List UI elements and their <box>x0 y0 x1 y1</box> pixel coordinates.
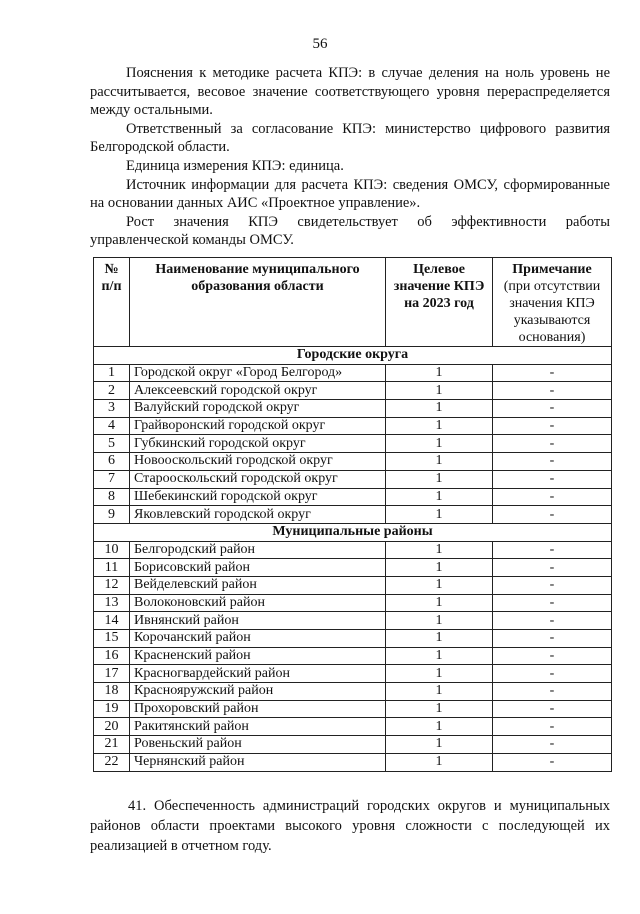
row-note: - <box>493 683 612 701</box>
row-number: 16 <box>94 647 130 665</box>
row-number: 9 <box>94 506 130 524</box>
intro-paragraph-unit: Единица измерения КПЭ: единица. <box>126 157 344 174</box>
row-note: - <box>493 488 612 506</box>
row-note: - <box>493 506 612 524</box>
intro-paragraph-responsible: Ответственный за согласование КПЭ: министерство цифрового развития Белгородской области. <box>90 120 610 156</box>
row-note: - <box>493 559 612 577</box>
row-value: 1 <box>386 488 493 506</box>
row-value: 1 <box>386 665 493 683</box>
row-note: - <box>493 665 612 683</box>
table-row <box>94 753 612 771</box>
table-row <box>94 594 612 612</box>
row-note: - <box>493 736 612 754</box>
row-number: 4 <box>94 417 130 435</box>
row-name: Алексеевский городской округ <box>130 382 386 400</box>
table-row <box>94 736 612 754</box>
row-number: 18 <box>94 683 130 701</box>
row-name: Красногвардейский район <box>130 665 386 683</box>
row-note: - <box>493 576 612 594</box>
row-number: 7 <box>94 470 130 488</box>
row-value: 1 <box>386 364 493 382</box>
row-number: 12 <box>94 576 130 594</box>
table-header-row <box>94 258 612 347</box>
row-value: 1 <box>386 435 493 453</box>
row-number: 6 <box>94 453 130 471</box>
row-value: 1 <box>386 382 493 400</box>
table-row <box>94 364 612 382</box>
section-row <box>94 523 612 541</box>
intro-paragraph-source: Источник информации для расчета КПЭ: сведения ОМСУ, сформированные на основании данных АИС «Проектное управление». <box>90 176 610 212</box>
kpe-table <box>93 257 612 772</box>
row-name: Городской округ «Город Белгород» <box>130 364 386 382</box>
table-row <box>94 417 612 435</box>
outro-paragraph: 41. Обеспеченность администраций городских округов и муниципальных районов области проектами высокого уровня сложности с последующей их реализацией в отчетном году. <box>90 798 610 854</box>
row-number: 11 <box>94 559 130 577</box>
row-name: Валуйский городской округ <box>130 400 386 418</box>
row-name: Прохоровский район <box>130 700 386 718</box>
row-note: - <box>493 453 612 471</box>
header-note-subtitle: (при отсутствии значения КПЭ указываются основания) <box>503 279 601 345</box>
row-value: 1 <box>386 559 493 577</box>
row-note: - <box>493 470 612 488</box>
row-value: 1 <box>386 630 493 648</box>
row-name: Шебекинский городской округ <box>130 488 386 506</box>
header-name: Наименование муниципального образования области <box>130 258 386 347</box>
header-note <box>493 258 612 347</box>
row-number: 14 <box>94 612 130 630</box>
table-row <box>94 630 612 648</box>
table-row <box>94 382 612 400</box>
intro-text <box>90 64 610 250</box>
intro-paragraph-growth: Рост значения КПЭ свидетельствует об эффективности работы управленческой команды ОМСУ. <box>90 213 610 249</box>
row-name: Грайворонский городской округ <box>130 417 386 435</box>
table-row <box>94 683 612 701</box>
row-note: - <box>493 594 612 612</box>
table-body <box>94 347 612 772</box>
table-row <box>94 488 612 506</box>
table-row <box>94 665 612 683</box>
header-note-title: Примечание <box>512 262 592 277</box>
row-number: 22 <box>94 753 130 771</box>
row-name: Чернянский район <box>130 753 386 771</box>
row-value: 1 <box>386 400 493 418</box>
row-number: 2 <box>94 382 130 400</box>
row-note: - <box>493 400 612 418</box>
row-name: Белгородский район <box>130 541 386 559</box>
row-name: Ровеньский район <box>130 736 386 754</box>
header-num: № п/п <box>94 258 130 347</box>
table-row <box>94 435 612 453</box>
intro-paragraph-method: Пояснения к методике расчета КПЭ: в случае деления на ноль уровень не рассчитывается, весовое значение соответствующего уровня перераспределяется между остальными. <box>90 65 610 119</box>
row-number: 19 <box>94 700 130 718</box>
row-note: - <box>493 630 612 648</box>
row-name: Ракитянский район <box>130 718 386 736</box>
table-row <box>94 400 612 418</box>
table-row <box>94 647 612 665</box>
row-value: 1 <box>386 683 493 701</box>
section-row <box>94 347 612 365</box>
row-value: 1 <box>386 541 493 559</box>
header-value: Целевое значение КПЭ на 2023 год <box>386 258 493 347</box>
row-value: 1 <box>386 594 493 612</box>
section-title: Городские округа <box>94 347 612 365</box>
row-value: 1 <box>386 700 493 718</box>
row-name: Вейделевский район <box>130 576 386 594</box>
table-row <box>94 559 612 577</box>
row-value: 1 <box>386 453 493 471</box>
row-name: Яковлевский городской округ <box>130 506 386 524</box>
table-row <box>94 612 612 630</box>
table-row <box>94 718 612 736</box>
row-note: - <box>493 753 612 771</box>
section-title: Муниципальные районы <box>94 523 612 541</box>
row-number: 13 <box>94 594 130 612</box>
row-number: 21 <box>94 736 130 754</box>
row-value: 1 <box>386 718 493 736</box>
row-note: - <box>493 718 612 736</box>
row-number: 15 <box>94 630 130 648</box>
row-value: 1 <box>386 506 493 524</box>
row-value: 1 <box>386 470 493 488</box>
row-value: 1 <box>386 736 493 754</box>
row-name: Новооскольский городской округ <box>130 453 386 471</box>
row-note: - <box>493 700 612 718</box>
row-number: 10 <box>94 541 130 559</box>
table-row <box>94 470 612 488</box>
row-note: - <box>493 612 612 630</box>
row-number: 1 <box>94 364 130 382</box>
row-number: 20 <box>94 718 130 736</box>
row-number: 17 <box>94 665 130 683</box>
row-value: 1 <box>386 753 493 771</box>
row-value: 1 <box>386 576 493 594</box>
row-name: Ивнянский район <box>130 612 386 630</box>
page-number: 56 <box>312 36 328 52</box>
table-row <box>94 700 612 718</box>
row-note: - <box>493 435 612 453</box>
table-row <box>94 453 612 471</box>
row-value: 1 <box>386 417 493 435</box>
outro-text <box>90 796 610 856</box>
row-value: 1 <box>386 612 493 630</box>
row-number: 8 <box>94 488 130 506</box>
row-name: Волоконовский район <box>130 594 386 612</box>
table-row <box>94 541 612 559</box>
table-row <box>94 506 612 524</box>
row-number: 3 <box>94 400 130 418</box>
row-note: - <box>493 382 612 400</box>
row-note: - <box>493 417 612 435</box>
table-row <box>94 576 612 594</box>
row-name: Корочанский район <box>130 630 386 648</box>
row-note: - <box>493 647 612 665</box>
row-value: 1 <box>386 647 493 665</box>
row-number: 5 <box>94 435 130 453</box>
row-note: - <box>493 364 612 382</box>
row-name: Краснояружский район <box>130 683 386 701</box>
row-name: Губкинский городской округ <box>130 435 386 453</box>
row-name: Красненский район <box>130 647 386 665</box>
row-note: - <box>493 541 612 559</box>
row-name: Старооскольский городской округ <box>130 470 386 488</box>
row-name: Борисовский район <box>130 559 386 577</box>
